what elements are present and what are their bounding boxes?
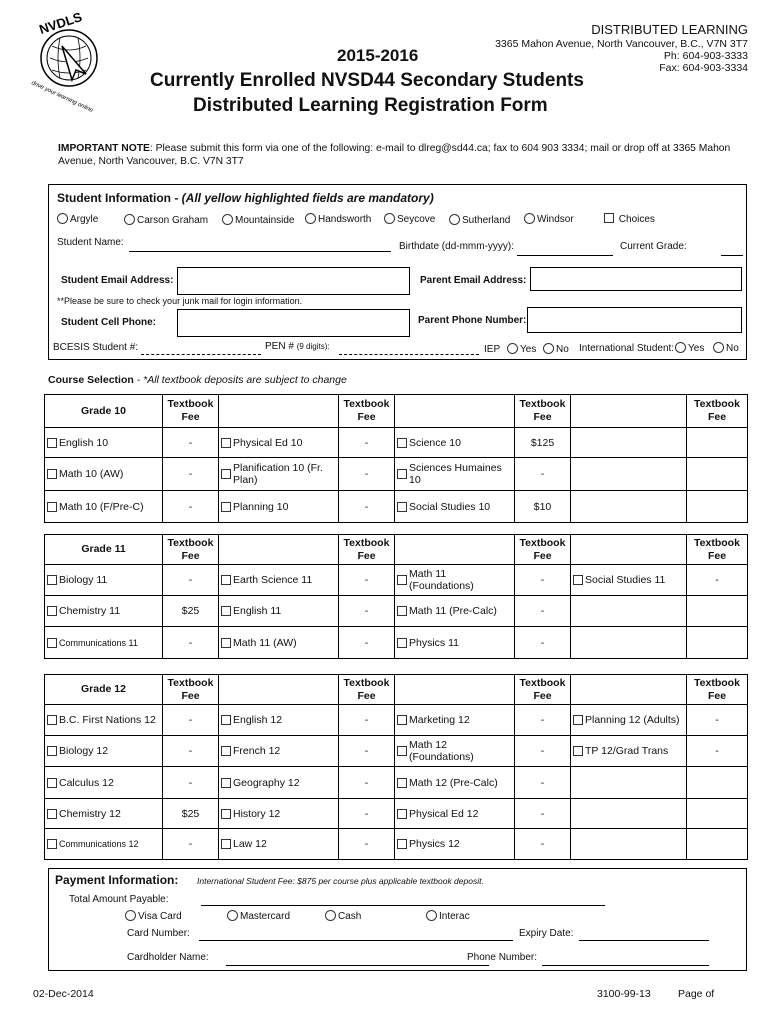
course-math-12-pre-calc[interactable]: Math 12 (Pre-Calc) bbox=[395, 767, 515, 799]
card-number-field[interactable] bbox=[199, 940, 513, 941]
course-fee: - bbox=[163, 829, 219, 860]
course-planification-10[interactable]: Planification 10 (Fr. Plan) bbox=[219, 458, 339, 491]
course-math-11-pre-calc[interactable]: Math 11 (Pre-Calc) bbox=[395, 596, 515, 627]
fee-header: Textbook Fee bbox=[515, 675, 571, 705]
fee-header: Textbook Fee bbox=[515, 395, 571, 428]
course-biology-11[interactable]: Biology 11 bbox=[45, 565, 163, 596]
fee-header: Textbook Fee bbox=[163, 675, 219, 705]
course-fee: - bbox=[515, 829, 571, 860]
course-fee: $125 bbox=[515, 428, 571, 458]
payment-information-section bbox=[48, 868, 747, 971]
bcesis-label: BCESIS Student #: bbox=[53, 342, 139, 353]
fee-header: Textbook Fee bbox=[687, 535, 748, 565]
fee-header: Textbook Fee bbox=[339, 535, 395, 565]
course-fee: - bbox=[163, 736, 219, 767]
checkbox-square bbox=[397, 809, 407, 819]
payment-phone-field[interactable] bbox=[542, 965, 709, 966]
course-law-12[interactable]: Law 12 bbox=[219, 829, 339, 860]
empty-cell bbox=[219, 395, 339, 428]
checkbox-square bbox=[221, 715, 231, 725]
course-fee: $25 bbox=[163, 799, 219, 829]
course-geography-12[interactable]: Geography 12 bbox=[219, 767, 339, 799]
parent-email-input[interactable] bbox=[530, 267, 742, 291]
course-fee: - bbox=[339, 458, 395, 491]
fee-header: Textbook Fee bbox=[163, 395, 219, 428]
course-fee: - bbox=[339, 736, 395, 767]
empty-cell bbox=[219, 675, 339, 705]
course-physics-12[interactable]: Physics 12 bbox=[395, 829, 515, 860]
department-name: DISTRIBUTED LEARNING bbox=[591, 22, 748, 37]
course-fee: - bbox=[163, 565, 219, 596]
empty-cell bbox=[395, 675, 515, 705]
course-fee: - bbox=[687, 705, 748, 736]
course-planning-10[interactable]: Planning 10 bbox=[219, 491, 339, 523]
international-student-label: International Student: bbox=[579, 343, 675, 354]
course-fee: $25 bbox=[163, 596, 219, 627]
birthdate-label: Birthdate (dd-mmm-yyyy): bbox=[399, 241, 515, 252]
grade-12-label: Grade 12 bbox=[45, 675, 163, 705]
current-grade-field[interactable] bbox=[721, 255, 743, 256]
radio-circle bbox=[543, 343, 554, 354]
empty-cell bbox=[571, 596, 687, 627]
iep-yes-radio[interactable]: Yes bbox=[507, 343, 536, 355]
payment-heading: Payment Information: bbox=[55, 873, 179, 887]
note-text: : Please submit this form via one of the following: e-mail to dlreg@sd44.ca; fax to 604 903 3334; mail or drop off at 3365 Mahon Avenue, North Vancouver, B.C. V7N 3T7 bbox=[58, 143, 731, 167]
note-label: IMPORTANT NOTE bbox=[58, 143, 150, 154]
course-english-10[interactable]: English 10 bbox=[45, 428, 163, 458]
table-row bbox=[45, 458, 748, 491]
course-fee: - bbox=[339, 627, 395, 659]
grade-11-table bbox=[44, 534, 748, 659]
school-year: 2015-2016 bbox=[337, 46, 419, 65]
course-fee: - bbox=[515, 799, 571, 829]
course-fee: - bbox=[515, 627, 571, 659]
fee-header: Textbook Fee bbox=[339, 395, 395, 428]
cardholder-name-field[interactable] bbox=[226, 965, 489, 966]
radio-circle bbox=[57, 213, 68, 224]
course-physical-ed-10[interactable]: Physical Ed 10 bbox=[219, 428, 339, 458]
table-row bbox=[45, 627, 748, 659]
empty-cell bbox=[571, 395, 687, 428]
course-fee: - bbox=[515, 596, 571, 627]
school-radio-argyle[interactable]: Argyle bbox=[57, 213, 98, 225]
course-calculus-12[interactable]: Calculus 12 bbox=[45, 767, 163, 799]
empty-cell bbox=[687, 627, 748, 659]
checkbox-square bbox=[397, 638, 407, 648]
school-radio-seycove[interactable]: Seycove bbox=[384, 213, 435, 225]
radio-circle bbox=[524, 213, 535, 224]
empty-cell bbox=[687, 829, 748, 860]
checkbox-square bbox=[573, 715, 583, 725]
empty-cell bbox=[571, 829, 687, 860]
cardholder-name-label: Cardholder Name: bbox=[127, 952, 209, 963]
student-cell-label: Student Cell Phone: bbox=[61, 317, 156, 328]
choices-checkbox[interactable]: Choices bbox=[604, 213, 655, 225]
course-english-11[interactable]: English 11 bbox=[219, 596, 339, 627]
radio-circle bbox=[426, 910, 437, 921]
course-tp-12-grad-trans[interactable]: TP 12/Grad Trans bbox=[571, 736, 687, 767]
pen-field[interactable] bbox=[339, 354, 479, 355]
checkbox-square bbox=[397, 715, 407, 725]
checkbox-square bbox=[604, 213, 614, 223]
total-amount-field[interactable] bbox=[201, 905, 605, 906]
iep-label: IEP bbox=[484, 344, 501, 355]
empty-cell bbox=[395, 535, 515, 565]
course-earth-science-11[interactable]: Earth Science 11 bbox=[219, 565, 339, 596]
course-fee: - bbox=[339, 491, 395, 523]
radio-circle bbox=[305, 213, 316, 224]
checkbox-square bbox=[573, 746, 583, 756]
course-math-11-aw[interactable]: Math 11 (AW) bbox=[219, 627, 339, 659]
school-radio-mountainside[interactable]: Mountainside bbox=[222, 214, 294, 226]
intl-yes-radio[interactable]: Yes bbox=[675, 342, 704, 354]
checkbox-square bbox=[221, 746, 231, 756]
table-row bbox=[45, 767, 748, 799]
course-communications-12[interactable]: Communications 12 bbox=[45, 829, 163, 860]
student-email-input[interactable] bbox=[177, 267, 410, 295]
expiry-date-field[interactable] bbox=[579, 940, 709, 941]
parent-phone-input[interactable] bbox=[527, 307, 742, 333]
course-planning-12-adults[interactable]: Planning 12 (Adults) bbox=[571, 705, 687, 736]
table-row bbox=[45, 565, 748, 596]
parent-phone-label: Parent Phone Number: bbox=[418, 315, 527, 326]
grade-10-label: Grade 10 bbox=[45, 395, 163, 428]
radio-circle bbox=[124, 214, 135, 225]
checkbox-square bbox=[221, 575, 231, 585]
parent-email-label: Parent Email Address: bbox=[420, 275, 527, 286]
course-chemistry-11[interactable]: Chemistry 11 bbox=[45, 596, 163, 627]
course-communications-11[interactable]: Communications 11 bbox=[45, 627, 163, 659]
empty-cell bbox=[571, 675, 687, 705]
table-row bbox=[45, 705, 748, 736]
fax: Fax: 604-903-3334 bbox=[659, 62, 748, 74]
course-fee: - bbox=[687, 736, 748, 767]
course-fee: - bbox=[163, 767, 219, 799]
course-fee: - bbox=[163, 627, 219, 659]
table-row bbox=[45, 829, 748, 860]
fee-header: Textbook Fee bbox=[687, 675, 748, 705]
iep-no-radio[interactable]: No bbox=[543, 343, 569, 355]
checkbox-square bbox=[221, 469, 231, 479]
course-sciences-humaines-10[interactable]: Sciences Humaines 10 bbox=[395, 458, 515, 491]
checkbox-square bbox=[397, 438, 407, 448]
empty-cell bbox=[571, 627, 687, 659]
empty-cell bbox=[687, 799, 748, 829]
radio-circle bbox=[384, 213, 395, 224]
course-chemistry-12[interactable]: Chemistry 12 bbox=[45, 799, 163, 829]
phone: Ph: 604-903-3333 bbox=[663, 50, 748, 62]
checkbox-square bbox=[221, 778, 231, 788]
checkbox-square bbox=[221, 438, 231, 448]
student-name-label: Student Name: bbox=[57, 237, 124, 248]
empty-cell bbox=[219, 535, 339, 565]
empty-cell bbox=[571, 491, 687, 523]
empty-cell bbox=[687, 491, 748, 523]
grade-10-table bbox=[44, 394, 748, 523]
checkbox-square bbox=[221, 839, 231, 849]
radio-circle bbox=[713, 342, 724, 353]
course-fee: - bbox=[339, 799, 395, 829]
course-social-studies-10[interactable]: Social Studies 10 bbox=[395, 491, 515, 523]
course-fee: - bbox=[339, 829, 395, 860]
checkbox-square bbox=[47, 809, 57, 819]
student-info-heading: Student Information - (All yellow highlighted fields are mandatory) bbox=[57, 191, 434, 205]
empty-cell bbox=[687, 767, 748, 799]
course-fee: - bbox=[515, 767, 571, 799]
course-english-12[interactable]: English 12 bbox=[219, 705, 339, 736]
birthdate-field[interactable] bbox=[517, 255, 613, 256]
radio-circle bbox=[675, 342, 686, 353]
payment-visa-radio[interactable]: Visa Card bbox=[125, 910, 182, 922]
school-radio-carson-graham[interactable]: Carson Graham bbox=[124, 214, 208, 226]
course-math-10-f-pre-c[interactable]: Math 10 (F/Pre-C) bbox=[45, 491, 163, 523]
table-row bbox=[45, 491, 748, 523]
checkbox-square bbox=[397, 502, 407, 512]
empty-cell bbox=[571, 799, 687, 829]
payment-mastercard-radio[interactable]: Mastercard bbox=[227, 910, 290, 922]
course-fee: - bbox=[515, 565, 571, 596]
expiry-date-label: Expiry Date: bbox=[519, 928, 574, 939]
checkbox-square bbox=[397, 778, 407, 788]
payment-cash-radio[interactable]: Cash bbox=[325, 910, 361, 922]
checkbox-square bbox=[573, 575, 583, 585]
fee-header: Textbook Fee bbox=[687, 395, 748, 428]
title-line-1: Currently Enrolled NVSD44 Secondary Students bbox=[150, 70, 584, 91]
checkbox-square bbox=[47, 839, 57, 849]
checkbox-square bbox=[397, 469, 407, 479]
course-fee: - bbox=[515, 705, 571, 736]
school-radio-handsworth[interactable]: Handsworth bbox=[305, 213, 371, 225]
course-fee: - bbox=[339, 767, 395, 799]
fee-header: Textbook Fee bbox=[515, 535, 571, 565]
course-math-11-foundations[interactable]: Math 11 (Foundations) bbox=[395, 565, 515, 596]
course-fee: $10 bbox=[515, 491, 571, 523]
checkbox-square bbox=[47, 746, 57, 756]
page-number: Page of bbox=[678, 988, 715, 1000]
empty-cell bbox=[395, 395, 515, 428]
course-math-10-aw[interactable]: Math 10 (AW) bbox=[45, 458, 163, 491]
course-science-10[interactable]: Science 10 bbox=[395, 428, 515, 458]
checkbox-square bbox=[47, 638, 57, 648]
course-social-studies-11[interactable]: Social Studies 11 bbox=[571, 565, 687, 596]
checkbox-square bbox=[221, 638, 231, 648]
course-fee: - bbox=[163, 491, 219, 523]
radio-circle bbox=[125, 910, 136, 921]
grade-11-label: Grade 11 bbox=[45, 535, 163, 565]
checkbox-square bbox=[47, 715, 57, 725]
course-fee: - bbox=[163, 458, 219, 491]
empty-cell bbox=[687, 596, 748, 627]
checkbox-square bbox=[47, 778, 57, 788]
radio-circle bbox=[325, 910, 336, 921]
checkbox-square bbox=[397, 575, 407, 585]
grade-12-table bbox=[44, 674, 748, 860]
student-information-section bbox=[48, 184, 747, 360]
radio-circle bbox=[227, 910, 238, 921]
course-fee: - bbox=[515, 458, 571, 491]
important-note bbox=[58, 142, 748, 168]
course-marketing-12[interactable]: Marketing 12 bbox=[395, 705, 515, 736]
student-cell-input[interactable] bbox=[177, 309, 410, 337]
student-email-label: Student Email Address: bbox=[61, 275, 174, 286]
empty-cell bbox=[687, 428, 748, 458]
radio-circle bbox=[449, 214, 460, 225]
course-math-12-foundations[interactable]: Math 12 (Foundations) bbox=[395, 736, 515, 767]
checkbox-square bbox=[221, 502, 231, 512]
checkbox-square bbox=[397, 839, 407, 849]
checkbox-square bbox=[47, 438, 57, 448]
card-number-label: Card Number: bbox=[127, 928, 190, 939]
course-fee: - bbox=[163, 705, 219, 736]
svg-text:NVDLS: NVDLS bbox=[37, 9, 84, 38]
course-fee: - bbox=[339, 428, 395, 458]
bcesis-field[interactable] bbox=[141, 354, 261, 355]
svg-text:drive your learning online: drive your learning online bbox=[30, 80, 94, 114]
checkbox-square bbox=[47, 502, 57, 512]
table-row bbox=[45, 596, 748, 627]
footer-date: 02-Dec-2014 bbox=[33, 988, 94, 1000]
course-history-12[interactable]: History 12 bbox=[219, 799, 339, 829]
course-selection-heading: Course Selection - *All textbook deposits are subject to change bbox=[48, 374, 347, 386]
empty-cell bbox=[571, 428, 687, 458]
empty-cell bbox=[571, 535, 687, 565]
course-bc-first-nations-12[interactable]: B.C. First Nations 12 bbox=[45, 705, 163, 736]
form-code: 3100-99-13 bbox=[597, 988, 651, 1000]
title-line-2: Distributed Learning Registration Form bbox=[193, 95, 548, 116]
current-grade-label: Current Grade: bbox=[620, 241, 687, 252]
contact-block bbox=[495, 22, 748, 74]
course-fee: - bbox=[339, 596, 395, 627]
checkbox-square bbox=[397, 606, 407, 616]
checkbox-square bbox=[221, 606, 231, 616]
phone-number-label: Phone Number: bbox=[467, 952, 538, 963]
course-fee: - bbox=[687, 565, 748, 596]
empty-cell bbox=[571, 767, 687, 799]
course-fee: - bbox=[515, 736, 571, 767]
empty-cell bbox=[571, 458, 687, 491]
table-row bbox=[45, 428, 748, 458]
checkbox-square bbox=[47, 606, 57, 616]
course-physical-ed-12[interactable]: Physical Ed 12 bbox=[395, 799, 515, 829]
table-row bbox=[45, 736, 748, 767]
table-row bbox=[45, 799, 748, 829]
fee-header: Textbook Fee bbox=[339, 675, 395, 705]
checkbox-square bbox=[47, 469, 57, 479]
international-fee-note: International Student Fee: $875 per course plus applicable textbook deposit. bbox=[197, 876, 484, 886]
checkbox-square bbox=[47, 575, 57, 585]
school-radio-sutherland[interactable]: Sutherland bbox=[449, 214, 510, 226]
course-biology-12[interactable]: Biology 12 bbox=[45, 736, 163, 767]
checkbox-square bbox=[221, 809, 231, 819]
empty-cell bbox=[687, 458, 748, 491]
course-physics-11[interactable]: Physics 11 bbox=[395, 627, 515, 659]
payment-interac-radio[interactable]: Interac bbox=[426, 910, 470, 922]
junk-mail-note: **Please be sure to check your junk mail for login information. bbox=[57, 296, 303, 306]
course-fee: - bbox=[339, 565, 395, 596]
radio-circle bbox=[507, 343, 518, 354]
checkbox-square bbox=[397, 746, 407, 756]
nvdls-logo bbox=[30, 9, 108, 114]
school-radio-windsor[interactable]: Windsor bbox=[524, 213, 574, 225]
radio-circle bbox=[222, 214, 233, 225]
fee-header: Textbook Fee bbox=[163, 535, 219, 565]
student-name-field[interactable] bbox=[129, 251, 391, 252]
intl-no-radio[interactable]: No bbox=[713, 342, 739, 354]
total-amount-label: Total Amount Payable: bbox=[69, 894, 169, 905]
course-french-12[interactable]: French 12 bbox=[219, 736, 339, 767]
pen-label: PEN # (9 digits): bbox=[265, 341, 330, 352]
course-fee: - bbox=[163, 428, 219, 458]
course-fee: - bbox=[339, 705, 395, 736]
address: 3365 Mahon Avenue, North Vancouver, B.C., V7N 3T7 bbox=[495, 38, 748, 50]
